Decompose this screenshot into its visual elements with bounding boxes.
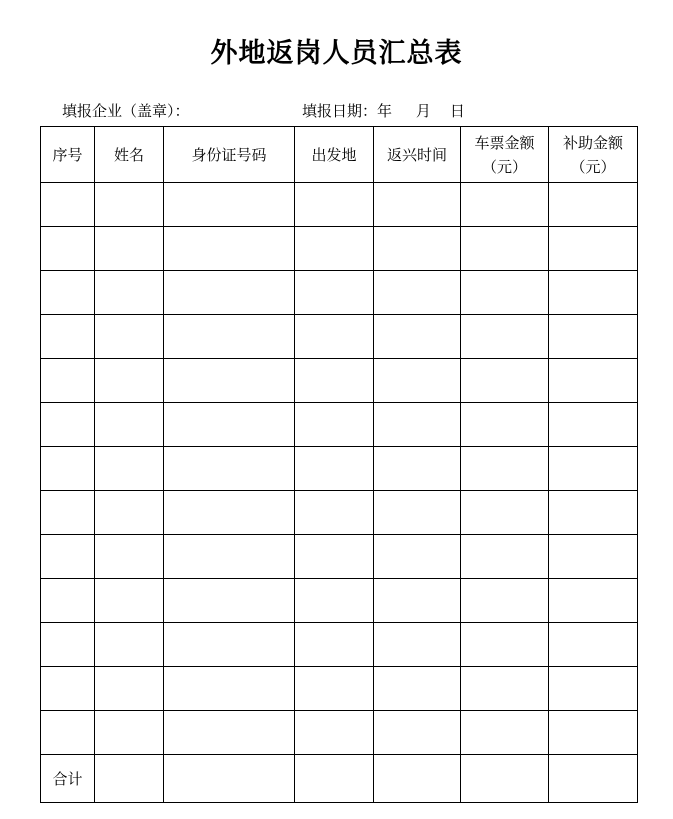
table-cell[interactable] <box>295 183 374 227</box>
total-cell[interactable] <box>95 755 164 803</box>
total-cell[interactable] <box>295 755 374 803</box>
table-cell[interactable] <box>461 227 549 271</box>
table-cell[interactable] <box>374 359 461 403</box>
table-cell[interactable] <box>461 183 549 227</box>
table-cell[interactable] <box>164 711 295 755</box>
table-cell[interactable] <box>374 447 461 491</box>
table-cell[interactable] <box>41 711 95 755</box>
table-cell[interactable] <box>41 623 95 667</box>
table-cell[interactable] <box>41 403 95 447</box>
table-row <box>41 403 638 447</box>
table-cell[interactable] <box>549 579 638 623</box>
table-cell[interactable] <box>374 711 461 755</box>
table-cell[interactable] <box>95 227 164 271</box>
table-row <box>41 711 638 755</box>
table-cell[interactable] <box>374 227 461 271</box>
table-cell[interactable] <box>374 403 461 447</box>
form-title: 外地返岗人员汇总表 <box>210 38 463 69</box>
table-row <box>41 183 638 227</box>
table-cell[interactable] <box>461 359 549 403</box>
table-row <box>41 579 638 623</box>
table-cell[interactable] <box>164 491 295 535</box>
table-row <box>41 315 638 359</box>
table-cell[interactable] <box>461 579 549 623</box>
table-cell[interactable] <box>461 535 549 579</box>
table-cell[interactable] <box>461 271 549 315</box>
company-label: 填报企业（盖章）： <box>62 102 190 120</box>
table-cell[interactable] <box>164 623 295 667</box>
table-cell[interactable] <box>164 667 295 711</box>
table-body <box>41 183 638 803</box>
total-cell[interactable] <box>164 755 295 803</box>
table-cell[interactable] <box>164 579 295 623</box>
header-id-number: 身份证号码 <box>164 127 295 183</box>
table-header-row <box>41 127 638 183</box>
table-row <box>41 491 638 535</box>
table-cell[interactable] <box>374 667 461 711</box>
table-cell[interactable] <box>549 403 638 447</box>
table-cell[interactable] <box>374 579 461 623</box>
table-cell[interactable] <box>461 667 549 711</box>
table-cell[interactable] <box>549 359 638 403</box>
header-departure-place: 出发地 <box>295 127 374 183</box>
table-row <box>41 359 638 403</box>
total-row <box>41 755 638 803</box>
table-cell[interactable] <box>374 535 461 579</box>
table-cell[interactable] <box>461 491 549 535</box>
table-cell[interactable] <box>295 623 374 667</box>
table-cell[interactable] <box>374 271 461 315</box>
table-cell[interactable] <box>295 227 374 271</box>
table-cell[interactable] <box>164 227 295 271</box>
table-cell[interactable] <box>295 667 374 711</box>
table-cell[interactable] <box>164 447 295 491</box>
table-cell[interactable] <box>95 623 164 667</box>
table-cell[interactable] <box>461 447 549 491</box>
table-row <box>41 535 638 579</box>
table-cell[interactable] <box>461 711 549 755</box>
header-name: 姓名 <box>95 127 164 183</box>
table-cell[interactable] <box>41 271 95 315</box>
table-cell[interactable] <box>41 491 95 535</box>
total-cell[interactable] <box>461 755 549 803</box>
table-cell[interactable] <box>549 711 638 755</box>
table-cell[interactable] <box>41 535 95 579</box>
table-cell[interactable] <box>549 623 638 667</box>
table-cell[interactable] <box>95 579 164 623</box>
table-cell[interactable] <box>41 667 95 711</box>
table-cell[interactable] <box>41 227 95 271</box>
table-cell[interactable] <box>295 447 374 491</box>
table-cell[interactable] <box>549 667 638 711</box>
table-row <box>41 623 638 667</box>
table-row <box>41 227 638 271</box>
table-cell[interactable] <box>549 491 638 535</box>
table-cell[interactable] <box>164 271 295 315</box>
date-label: 填报日期：年 月 日 <box>302 102 465 120</box>
table-cell[interactable] <box>295 403 374 447</box>
table-cell[interactable] <box>164 403 295 447</box>
total-label: 合计 <box>41 755 95 803</box>
table-cell[interactable] <box>164 315 295 359</box>
table-cell[interactable] <box>549 447 638 491</box>
table-cell[interactable] <box>374 315 461 359</box>
table-row <box>41 447 638 491</box>
total-cell[interactable] <box>549 755 638 803</box>
table-cell[interactable] <box>41 447 95 491</box>
table-cell[interactable] <box>95 667 164 711</box>
table-cell[interactable] <box>374 623 461 667</box>
table-cell[interactable] <box>295 271 374 315</box>
table-cell[interactable] <box>549 535 638 579</box>
table-cell[interactable] <box>95 491 164 535</box>
table-cell[interactable] <box>41 315 95 359</box>
header-ticket-amount: 车票金额 （元） <box>461 127 549 183</box>
table-cell[interactable] <box>295 579 374 623</box>
table-cell[interactable] <box>164 183 295 227</box>
summary-table <box>40 126 638 803</box>
table-cell[interactable] <box>374 183 461 227</box>
table-cell[interactable] <box>295 315 374 359</box>
table-cell[interactable] <box>95 447 164 491</box>
table-cell[interactable] <box>164 359 295 403</box>
table-cell[interactable] <box>95 711 164 755</box>
table-cell[interactable] <box>374 491 461 535</box>
table-cell[interactable] <box>461 403 549 447</box>
table-cell[interactable] <box>95 183 164 227</box>
table-cell[interactable] <box>549 315 638 359</box>
table-cell[interactable] <box>549 183 638 227</box>
table-cell[interactable] <box>295 359 374 403</box>
table-cell[interactable] <box>295 711 374 755</box>
header-serial-number: 序号 <box>41 127 95 183</box>
table-cell[interactable] <box>41 359 95 403</box>
header-subsidy-amount: 补助金额 （元） <box>549 127 638 183</box>
table-row <box>41 667 638 711</box>
header-return-time: 返兴时间 <box>374 127 461 183</box>
table-cell[interactable] <box>41 579 95 623</box>
table-cell[interactable] <box>549 271 638 315</box>
table-cell[interactable] <box>95 271 164 315</box>
table-cell[interactable] <box>95 535 164 579</box>
table-cell[interactable] <box>295 491 374 535</box>
table-cell[interactable] <box>95 403 164 447</box>
table-cell[interactable] <box>95 359 164 403</box>
table-cell[interactable] <box>549 227 638 271</box>
total-cell[interactable] <box>374 755 461 803</box>
table-cell[interactable] <box>95 315 164 359</box>
table-cell[interactable] <box>164 535 295 579</box>
table-cell[interactable] <box>41 183 95 227</box>
table-cell[interactable] <box>295 535 374 579</box>
table-cell[interactable] <box>461 623 549 667</box>
table-row <box>41 271 638 315</box>
table-cell[interactable] <box>461 315 549 359</box>
